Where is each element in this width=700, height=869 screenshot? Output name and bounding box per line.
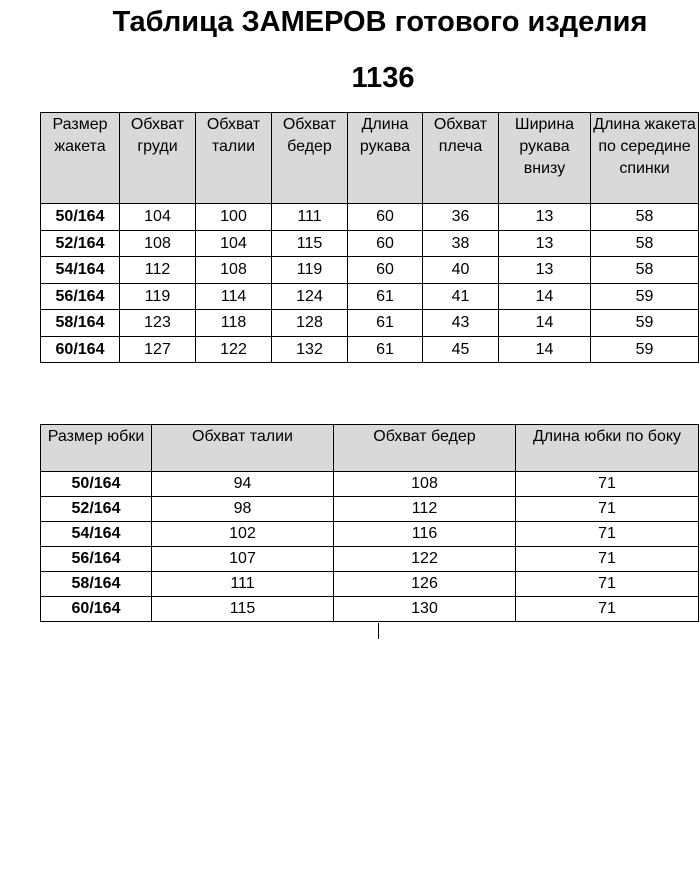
size-cell: 60/164 — [41, 597, 152, 622]
value-cell: 71 — [516, 547, 699, 572]
size-cell: 52/164 — [41, 497, 152, 522]
value-cell: 124 — [272, 283, 348, 310]
value-cell: 119 — [120, 283, 196, 310]
value-cell: 58 — [591, 257, 699, 284]
value-cell: 108 — [120, 230, 196, 257]
value-cell: 61 — [348, 283, 423, 310]
value-cell: 118 — [196, 310, 272, 337]
header-sleeve-length: Длина рукава — [348, 113, 423, 204]
value-cell: 127 — [120, 336, 196, 363]
table-row — [41, 472, 699, 497]
value-cell: 40 — [423, 257, 499, 284]
text-cursor — [378, 623, 379, 639]
value-cell: 126 — [334, 572, 516, 597]
table-row — [41, 522, 699, 547]
value-cell: 58 — [591, 204, 699, 231]
value-cell: 14 — [499, 283, 591, 310]
header-shoulder-girth: Обхват плеча — [423, 113, 499, 204]
jacket-header-row — [41, 113, 699, 204]
table-row — [41, 204, 699, 231]
jacket-measurements-table — [40, 112, 699, 363]
model-number: 1136 — [351, 62, 415, 94]
header-waist-girth: Обхват талии — [196, 113, 272, 204]
value-cell: 111 — [272, 204, 348, 231]
value-cell: 100 — [196, 204, 272, 231]
value-cell: 13 — [499, 204, 591, 231]
size-cell: 58/164 — [41, 310, 120, 337]
table-row — [41, 572, 699, 597]
value-cell: 45 — [423, 336, 499, 363]
value-cell: 108 — [196, 257, 272, 284]
value-cell: 111 — [152, 572, 334, 597]
value-cell: 61 — [348, 336, 423, 363]
value-cell: 107 — [152, 547, 334, 572]
value-cell: 123 — [120, 310, 196, 337]
value-cell: 59 — [591, 310, 699, 337]
value-cell: 71 — [516, 597, 699, 622]
skirt-measurements-table — [40, 424, 699, 622]
value-cell: 59 — [591, 336, 699, 363]
value-cell: 115 — [272, 230, 348, 257]
value-cell: 14 — [499, 310, 591, 337]
table-row — [41, 257, 699, 284]
value-cell: 60 — [348, 230, 423, 257]
value-cell: 41 — [423, 283, 499, 310]
value-cell: 71 — [516, 472, 699, 497]
value-cell: 36 — [423, 204, 499, 231]
value-cell: 13 — [499, 257, 591, 284]
value-cell: 104 — [120, 204, 196, 231]
value-cell: 61 — [348, 310, 423, 337]
value-cell: 122 — [334, 547, 516, 572]
size-cell: 56/164 — [41, 283, 120, 310]
header-hip-girth: Обхват бедер — [334, 425, 516, 472]
value-cell: 98 — [152, 497, 334, 522]
size-cell: 54/164 — [41, 522, 152, 547]
value-cell: 112 — [120, 257, 196, 284]
value-cell: 130 — [334, 597, 516, 622]
table-row — [41, 497, 699, 522]
size-cell: 52/164 — [41, 230, 120, 257]
table-row — [41, 547, 699, 572]
value-cell: 122 — [196, 336, 272, 363]
value-cell: 116 — [334, 522, 516, 547]
skirt-header-row — [41, 425, 699, 472]
size-cell: 50/164 — [41, 204, 120, 231]
header-skirt-size: Размер юбки — [41, 425, 152, 472]
value-cell: 128 — [272, 310, 348, 337]
value-cell: 119 — [272, 257, 348, 284]
value-cell: 71 — [516, 572, 699, 597]
value-cell: 43 — [423, 310, 499, 337]
header-hip-girth: Обхват бедер — [272, 113, 348, 204]
value-cell: 114 — [196, 283, 272, 310]
table-row — [41, 597, 699, 622]
value-cell: 94 — [152, 472, 334, 497]
value-cell: 104 — [196, 230, 272, 257]
document-title: Таблица ЗАМЕРОВ готового изделия — [112, 6, 648, 38]
value-cell: 132 — [272, 336, 348, 363]
value-cell: 14 — [499, 336, 591, 363]
size-cell: 58/164 — [41, 572, 152, 597]
table-row — [41, 283, 699, 310]
header-sleeve-bottom-width: Ширина рукава внизу — [499, 113, 591, 204]
value-cell: 112 — [334, 497, 516, 522]
value-cell: 60 — [348, 204, 423, 231]
header-waist-girth: Обхват талии — [152, 425, 334, 472]
header-chest-girth: Обхват груди — [120, 113, 196, 204]
header-jacket-size: Размер жакета — [41, 113, 120, 204]
value-cell: 108 — [334, 472, 516, 497]
value-cell: 71 — [516, 522, 699, 547]
header-skirt-side-length: Длина юбки по боку — [516, 425, 699, 472]
value-cell: 38 — [423, 230, 499, 257]
header-jacket-back-length: Длина жакета по середине спинки — [591, 113, 699, 204]
value-cell: 115 — [152, 597, 334, 622]
size-cell: 54/164 — [41, 257, 120, 284]
value-cell: 60 — [348, 257, 423, 284]
table-row — [41, 230, 699, 257]
size-cell: 60/164 — [41, 336, 120, 363]
value-cell: 71 — [516, 497, 699, 522]
value-cell: 59 — [591, 283, 699, 310]
value-cell: 13 — [499, 230, 591, 257]
value-cell: 102 — [152, 522, 334, 547]
table-row — [41, 336, 699, 363]
value-cell: 58 — [591, 230, 699, 257]
size-cell: 50/164 — [41, 472, 152, 497]
table-row — [41, 310, 699, 337]
size-cell: 56/164 — [41, 547, 152, 572]
